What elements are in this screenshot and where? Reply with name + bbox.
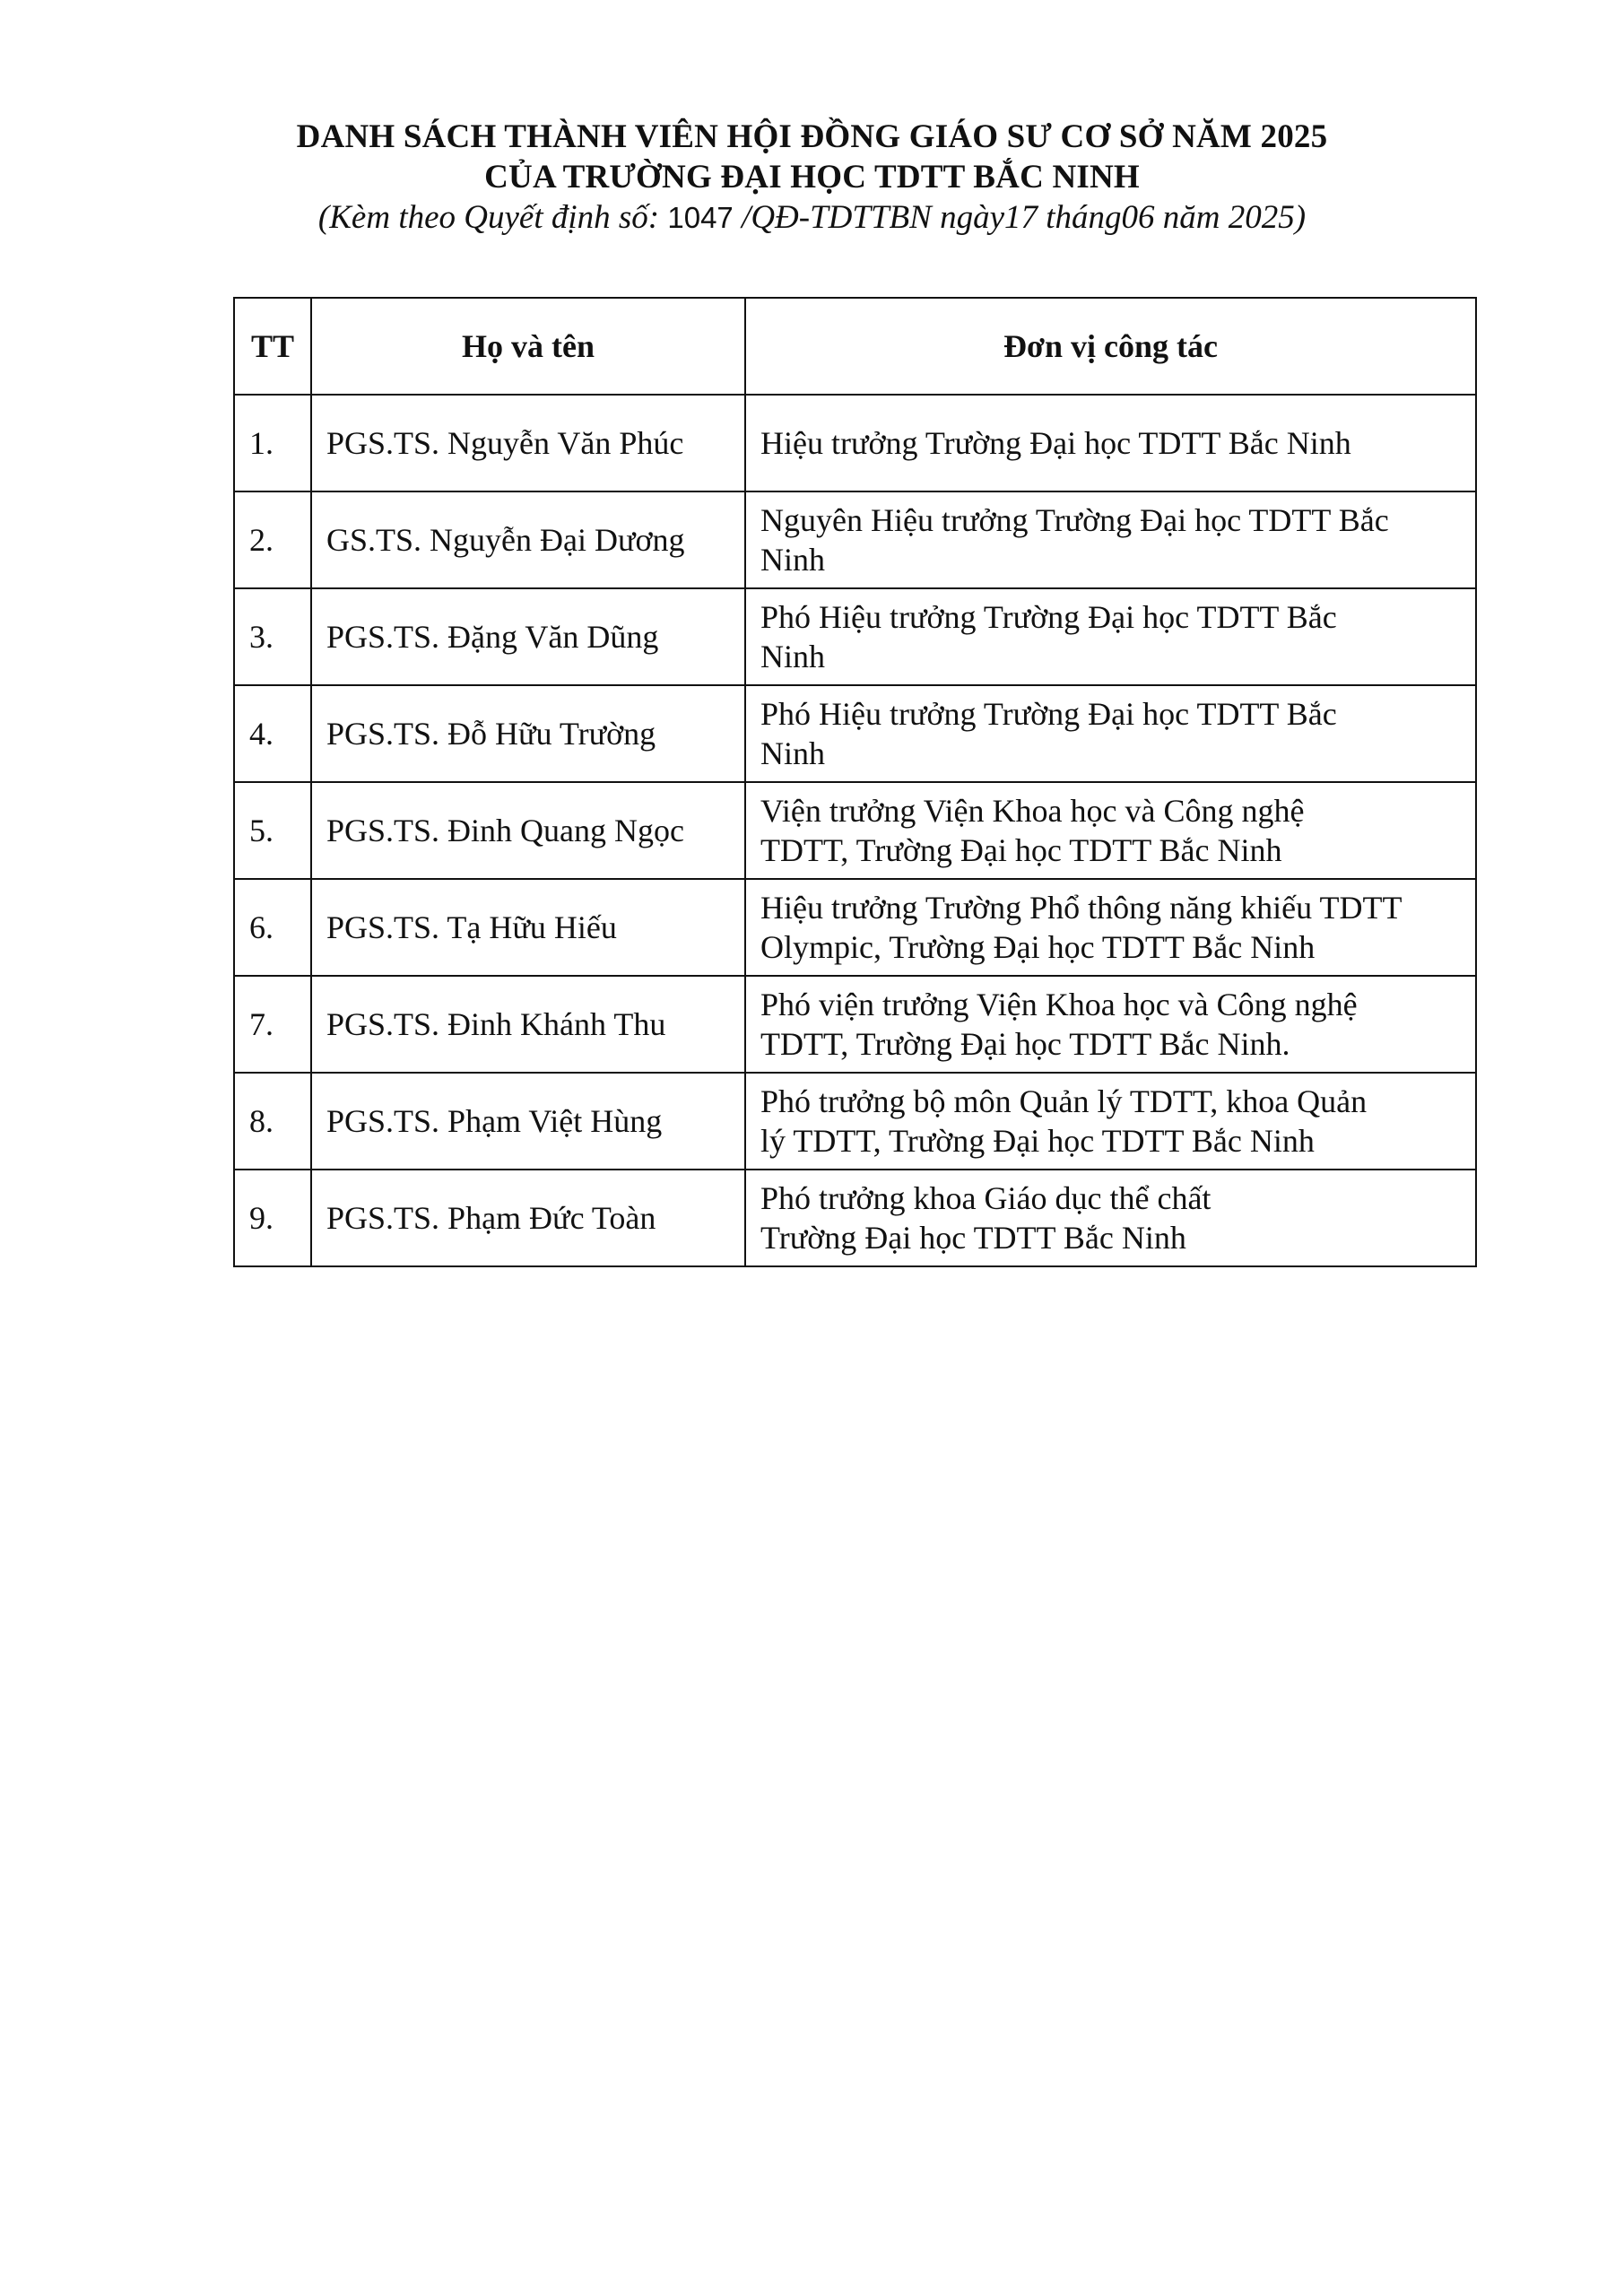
table-row bbox=[234, 1170, 1476, 1266]
table-row bbox=[234, 395, 1476, 491]
decision-number: 1047 bbox=[667, 201, 734, 234]
unit-line-2: Trường Đại học TDTT Bắc Ninh bbox=[760, 1220, 1186, 1256]
table-row bbox=[234, 976, 1476, 1073]
member-unit bbox=[745, 879, 1476, 976]
member-unit bbox=[745, 1073, 1476, 1170]
member-unit bbox=[745, 588, 1476, 685]
table-header-row bbox=[234, 298, 1476, 395]
document-subtitle bbox=[0, 197, 1624, 238]
document-title-line-1: DANH SÁCH THÀNH VIÊN HỘI ĐỒNG GIÁO SƯ CƠ SỞ NĂM 2025 bbox=[296, 118, 1328, 155]
unit-line-2: Olympic, Trường Đại học TDTT Bắc Ninh bbox=[760, 929, 1316, 965]
unit-line-1: Phó viện trưởng Viện Khoa học và Công nghệ bbox=[760, 987, 1358, 1022]
unit-line-2: TDTT, Trường Đại học TDTT Bắc Ninh bbox=[760, 832, 1282, 868]
member-name: PGS.TS. Đặng Văn Dũng bbox=[311, 588, 745, 685]
member-name: PGS.TS. Nguyễn Văn Phúc bbox=[311, 395, 745, 491]
column-header-name: Họ và tên bbox=[311, 298, 745, 395]
member-name: GS.TS. Nguyễn Đại Dương bbox=[311, 491, 745, 588]
unit-line-1: Phó trưởng khoa Giáo dục thể chất bbox=[760, 1180, 1211, 1216]
row-number: 1. bbox=[234, 395, 311, 491]
member-name: PGS.TS. Đinh Khánh Thu bbox=[311, 976, 745, 1073]
unit-line-1: Phó trưởng bộ môn Quản lý TDTT, khoa Quản bbox=[760, 1083, 1368, 1119]
unit-line-2: lý TDTT, Trường Đại học TDTT Bắc Ninh bbox=[760, 1123, 1315, 1159]
row-number: 5. bbox=[234, 782, 311, 879]
member-unit bbox=[745, 395, 1476, 491]
subtitle-prefix: (Kèm theo Quyết định số: bbox=[317, 199, 668, 236]
unit-line-1: Phó Hiệu trưởng Trường Đại học TDTT Bắc bbox=[760, 696, 1337, 732]
row-number: 2. bbox=[234, 491, 311, 588]
table-row bbox=[234, 1073, 1476, 1170]
unit-line-1: Nguyên Hiệu trưởng Trường Đại học TDTT Bắc bbox=[760, 502, 1389, 538]
unit-line-2: Ninh bbox=[760, 639, 825, 674]
members-table bbox=[233, 297, 1477, 1267]
table-row bbox=[234, 491, 1476, 588]
row-number: 3. bbox=[234, 588, 311, 685]
column-header-tt: TT bbox=[234, 298, 311, 395]
table-row bbox=[234, 879, 1476, 976]
member-unit bbox=[745, 491, 1476, 588]
row-number: 6. bbox=[234, 879, 311, 976]
member-name: PGS.TS. Tạ Hữu Hiếu bbox=[311, 879, 745, 976]
row-number: 4. bbox=[234, 685, 311, 782]
column-header-unit: Đơn vị công tác bbox=[745, 298, 1476, 395]
unit-line-1: Viện trưởng Viện Khoa học và Công nghệ bbox=[760, 793, 1305, 829]
document-header bbox=[0, 117, 1624, 238]
row-number: 8. bbox=[234, 1073, 311, 1170]
table-row bbox=[234, 588, 1476, 685]
unit-line-1: Phó Hiệu trưởng Trường Đại học TDTT Bắc bbox=[760, 599, 1337, 635]
row-number: 7. bbox=[234, 976, 311, 1073]
subtitle-mid-1: /QĐ-TDTTBN ngày bbox=[733, 199, 1004, 236]
row-number: 9. bbox=[234, 1170, 311, 1266]
decision-month: 06 bbox=[1121, 199, 1155, 236]
unit-line-1: Hiệu trưởng Trường Phổ thông năng khiếu TDTT bbox=[760, 890, 1403, 926]
subtitle-mid-2: tháng bbox=[1038, 199, 1122, 236]
member-unit bbox=[745, 685, 1476, 782]
table-row bbox=[234, 782, 1476, 879]
member-unit bbox=[745, 782, 1476, 879]
table-row bbox=[234, 685, 1476, 782]
document-title-line-2: CỦA TRƯỜNG ĐẠI HỌC TDTT BẮC NINH bbox=[484, 159, 1140, 196]
member-name: PGS.TS. Đinh Quang Ngọc bbox=[311, 782, 745, 879]
member-name: PGS.TS. Đỗ Hữu Trường bbox=[311, 685, 745, 782]
unit-line-2: Ninh bbox=[760, 735, 825, 771]
unit-line-2: TDTT, Trường Đại học TDTT Bắc Ninh. bbox=[760, 1026, 1290, 1062]
member-name: PGS.TS. Phạm Đức Toàn bbox=[311, 1170, 745, 1266]
unit-line-2: Ninh bbox=[760, 542, 825, 578]
unit-line-1: Hiệu trưởng Trường Đại học TDTT Bắc Ninh bbox=[760, 425, 1351, 461]
member-unit bbox=[745, 1170, 1476, 1266]
decision-day: 17 bbox=[1004, 199, 1038, 236]
subtitle-suffix: năm 2025) bbox=[1154, 199, 1307, 236]
member-unit bbox=[745, 976, 1476, 1073]
member-name: PGS.TS. Phạm Việt Hùng bbox=[311, 1073, 745, 1170]
